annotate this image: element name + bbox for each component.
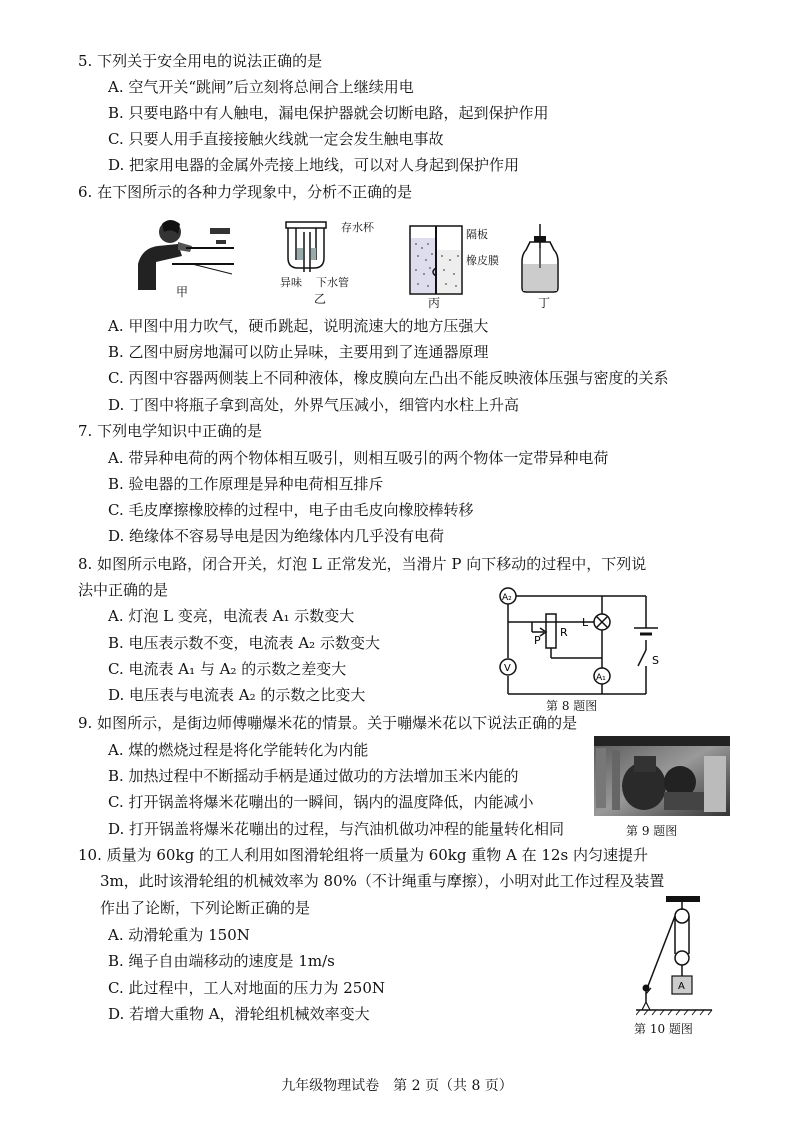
q8-stem-line1: 8. 如图所示电路，闭合开关，灯泡 L 正常发光，当滑片 P 向下移动的过程中，下列说: [78, 555, 647, 573]
q10-weight-label: A: [678, 981, 685, 992]
q5-stem: 5. 下列关于安全用电的说法正确的是: [78, 52, 323, 70]
q6-label-xiangpimo: 橡皮膜: [466, 254, 499, 267]
q5-option-d: D. 把家用电器的金属外壳接上地线，可以对人身起到保护作用: [108, 156, 520, 174]
q6-figure-yi-label: 乙: [314, 292, 327, 306]
q9-stem: 9. 如图所示，是街边师傅嘣爆米花的情景。关于嘣爆米花以下说法正确的是: [78, 714, 578, 732]
q9-option-a: A. 煤的燃烧过程是将化学能转化为内能: [108, 741, 369, 759]
q9-option-c: C. 打开锅盖将爆米花嘣出的一瞬间，锅内的温度降低，内能减小: [108, 793, 534, 811]
q6-figure-ding-label: 丁: [538, 296, 551, 310]
q9-photo-popcorn: [594, 736, 730, 816]
q8-ammeter-a1-label: A₁: [596, 673, 606, 683]
q5-option-c: C. 只要人用手直接接触火线就一定会发生触电事故: [108, 130, 444, 148]
q6-figure-bing-label: 丙: [428, 296, 441, 310]
q10-stem-line2: 3m，此时该滑轮组的机械效率为 80%（不计绳重与摩擦），小明对此工作过程及装置: [100, 872, 665, 890]
q6-figure-yi: [280, 218, 340, 274]
q8-option-d: D. 电压表与电流表 A₂ 的示数之比变大: [108, 686, 366, 704]
q6-label-cunshuibei: 存水杯: [341, 221, 374, 234]
q6-label-yiwei: 异味: [280, 276, 302, 289]
q10-stem-line3: 作出了论断，下列论断正确的是: [100, 899, 311, 917]
q8-switch-label: S: [652, 654, 659, 667]
q7-option-b: B. 验电器的工作原理是异种电荷相互排斥: [108, 475, 384, 493]
q6-option-b: B. 乙图中厨房地漏可以防止异味，主要用到了连通器原理: [108, 343, 489, 361]
q8-option-b: B. 电压表示数不变，电流表 A₂ 示数变大: [108, 634, 380, 652]
q6-figure-jia-label: 甲: [176, 285, 189, 299]
q6-figure-bing: [408, 224, 464, 296]
q8-option-c: C. 电流表 A₁ 与 A₂ 的示数之差变大: [108, 660, 347, 678]
q10-pulley-diagram: [636, 896, 716, 1016]
q8-option-a: A. 灯泡 L 变亮，电流表 A₁ 示数变大: [108, 607, 355, 625]
q8-caption: 第 8 题图: [546, 699, 598, 713]
q6-stem: 6. 在下图所示的各种力学现象中，分析不正确的是: [78, 183, 413, 201]
q5-option-a: A. 空气开关“跳闸”后立刻将总闸合上继续用电: [108, 78, 414, 96]
q7-option-a: A. 带异种电荷的两个物体相互吸引，则相互吸引的两个物体一定带异种电荷: [108, 449, 609, 467]
q7-option-c: C. 毛皮摩擦橡胶棒的过程中，电子由毛皮向橡胶棒转移: [108, 501, 474, 519]
q6-option-a: A. 甲图中用力吹气，硬币跳起，说明流速大的地方压强大: [108, 317, 489, 335]
q8-slider-label: P: [534, 634, 541, 647]
q6-label-geban: 隔板: [466, 228, 488, 241]
q10-stem-line1: 10. 质量为 60kg 的工人利用如图滑轮组将一质量为 60kg 重物 A 在 12s 内匀速提升: [78, 846, 648, 864]
q7-stem: 7. 下列电学知识中正确的是: [78, 422, 263, 440]
q10-option-d: D. 若增大重物 A，滑轮组机械效率变大: [108, 1005, 370, 1023]
q5-option-b: B. 只要电路中有人触电，漏电保护器就会切断电路，起到保护作用: [108, 104, 549, 122]
q10-option-a: A. 动滑轮重为 150N: [108, 926, 250, 944]
q8-ammeter-a2-label: A₂: [502, 593, 512, 603]
q8-stem-line2: 法中正确的是: [78, 581, 169, 599]
q10-caption: 第 10 题图: [634, 1022, 693, 1036]
q9-caption: 第 9 题图: [626, 824, 678, 838]
q6-label-xiashuiguan: 下水管: [316, 276, 349, 289]
q9-option-b: B. 加热过程中不断摇动手柄是通过做功的方法增加玉米内能的: [108, 767, 519, 785]
q8-lamp-label: L: [582, 616, 589, 629]
q8-circuit-diagram: [494, 578, 674, 698]
q10-option-c: C. 此过程中，工人对地面的压力为 250N: [108, 979, 386, 997]
q7-option-d: D. 绝缘体不容易导电是因为绝缘体内几乎没有电荷: [108, 527, 445, 545]
q6-figure-ding: [520, 222, 560, 294]
q10-option-b: B. 绳子自由端移动的速度是 1m/s: [108, 952, 335, 970]
q8-voltmeter-label: V: [504, 663, 511, 674]
q6-option-d: D. 丁图中将瓶子拿到高处，外界气压减小，细管内水柱上升高: [108, 396, 520, 414]
page-footer: 九年级物理试卷 第 2 页（共 8 页）: [281, 1078, 513, 1094]
q8-rheostat-label: R: [560, 626, 568, 639]
q6-option-c: C. 丙图中容器两侧装上不同种液体，橡皮膜向左凸出不能反映液体压强与密度的关系: [108, 369, 669, 387]
q9-option-d: D. 打开锅盖将爆米花嘣出的过程，与汽油机做功冲程的能量转化相同: [108, 820, 565, 838]
